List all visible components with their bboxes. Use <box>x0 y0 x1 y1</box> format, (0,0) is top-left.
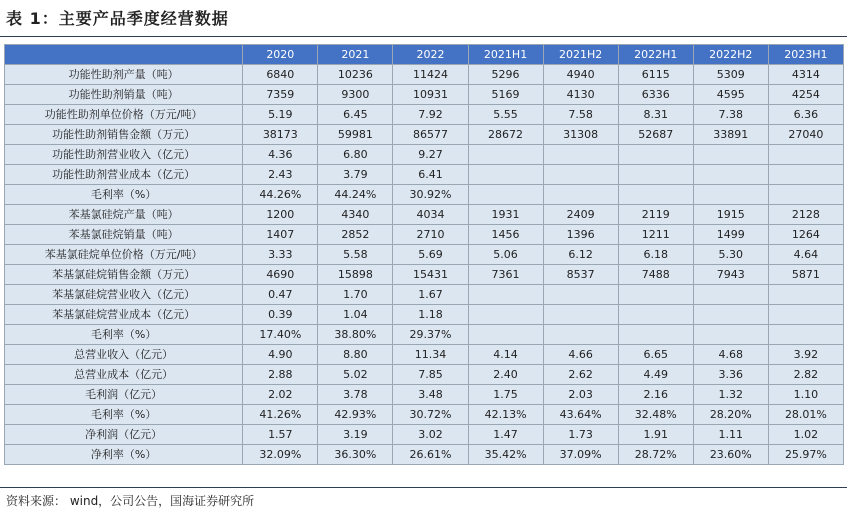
table-cell: 7361 <box>468 265 543 285</box>
table-row <box>5 125 844 145</box>
table-cell <box>693 325 768 345</box>
header-cell-2021h1: 2021H1 <box>468 45 543 65</box>
table-cell: 6.45 <box>318 105 393 125</box>
table-cell: 1.73 <box>543 425 618 445</box>
table-cell: 8537 <box>543 265 618 285</box>
table-cell: 4690 <box>243 265 318 285</box>
table-cell: 41.26% <box>243 405 318 425</box>
table-cell: 4.68 <box>693 345 768 365</box>
table-cell: 2.88 <box>243 365 318 385</box>
table-cell: 5309 <box>693 65 768 85</box>
operating-data-table <box>4 44 844 465</box>
table-cell: 35.42% <box>468 445 543 465</box>
table-cell: 1915 <box>693 205 768 225</box>
footer-divider <box>0 487 847 488</box>
table-cell: 23.60% <box>693 445 768 465</box>
table-cell: 11424 <box>393 65 468 85</box>
table-cell: 1.75 <box>468 385 543 405</box>
table-cell: 1.32 <box>693 385 768 405</box>
table-cell: 25.97% <box>768 445 843 465</box>
table-cell: 33891 <box>693 125 768 145</box>
source-note: 资料来源： wind，公司公告，国海证券研究所 <box>6 494 255 508</box>
header-cell-2023h1: 2023H1 <box>768 45 843 65</box>
table-cell: 4.49 <box>618 365 693 385</box>
table-cell: 1211 <box>618 225 693 245</box>
table-cell: 28672 <box>468 125 543 145</box>
table-cell <box>693 165 768 185</box>
table-cell: 11.34 <box>393 345 468 365</box>
table-cell: 6.12 <box>543 245 618 265</box>
table-cell: 5.58 <box>318 245 393 265</box>
table-cell: 38173 <box>243 125 318 145</box>
table-row <box>5 205 844 225</box>
table-cell: 5.02 <box>318 365 393 385</box>
table-cell: 2710 <box>393 225 468 245</box>
table-row <box>5 445 844 465</box>
table-cell: 4314 <box>768 65 843 85</box>
table-cell <box>618 165 693 185</box>
table-cell: 1456 <box>468 225 543 245</box>
table-cell <box>468 145 543 165</box>
table-cell: 1.57 <box>243 425 318 445</box>
table-cell: 6.18 <box>618 245 693 265</box>
table-cell: 3.19 <box>318 425 393 445</box>
row-label: 苯基氯硅烷营业成本（亿元） <box>5 305 243 325</box>
row-label: 功能性助剂销量（吨） <box>5 85 243 105</box>
table-row <box>5 165 844 185</box>
table-cell <box>468 165 543 185</box>
table-cell: 1499 <box>693 225 768 245</box>
table-cell: 4595 <box>693 85 768 105</box>
row-label: 功能性助剂销售金额（万元） <box>5 125 243 145</box>
table-cell <box>618 305 693 325</box>
row-label: 苯基氯硅烷产量（吨） <box>5 205 243 225</box>
row-label: 功能性助剂营业收入（亿元） <box>5 145 243 165</box>
table-row <box>5 145 844 165</box>
table-cell <box>468 305 543 325</box>
table-cell <box>618 285 693 305</box>
table-cell <box>618 145 693 165</box>
title-divider <box>0 36 847 37</box>
row-label: 功能性助剂单位价格（万元/吨） <box>5 105 243 125</box>
table-cell: 7359 <box>243 85 318 105</box>
table-row <box>5 325 844 345</box>
table-row <box>5 345 844 365</box>
table-cell: 7.38 <box>693 105 768 125</box>
table-row <box>5 225 844 245</box>
row-label: 苯基氯硅烷营业收入（亿元） <box>5 285 243 305</box>
table-cell: 2.62 <box>543 365 618 385</box>
table-cell: 1.11 <box>693 425 768 445</box>
row-label: 总营业收入（亿元） <box>5 345 243 365</box>
row-label: 毛利率（%） <box>5 405 243 425</box>
table-cell: 2409 <box>543 205 618 225</box>
row-label: 毛利率（%） <box>5 325 243 345</box>
table-cell: 28.72% <box>618 445 693 465</box>
table-cell: 4034 <box>393 205 468 225</box>
table-cell: 7488 <box>618 265 693 285</box>
table-cell <box>693 285 768 305</box>
table-cell: 5296 <box>468 65 543 85</box>
table-cell: 30.72% <box>393 405 468 425</box>
table-cell: 42.13% <box>468 405 543 425</box>
table-cell: 1.02 <box>768 425 843 445</box>
table-cell: 2.43 <box>243 165 318 185</box>
table-cell: 6.65 <box>618 345 693 365</box>
table-cell: 5.06 <box>468 245 543 265</box>
table-cell: 4340 <box>318 205 393 225</box>
table-row <box>5 265 844 285</box>
row-label: 功能性助剂产量（吨） <box>5 65 243 85</box>
table-cell: 4940 <box>543 65 618 85</box>
header-cell-2022: 2022 <box>393 45 468 65</box>
table-cell: 59981 <box>318 125 393 145</box>
table-cell: 4.66 <box>543 345 618 365</box>
table-cell: 26.61% <box>393 445 468 465</box>
table-cell: 10236 <box>318 65 393 85</box>
table-row <box>5 245 844 265</box>
table-cell: 27040 <box>768 125 843 145</box>
header-cell-2020: 2020 <box>243 45 318 65</box>
table-cell: 8.31 <box>618 105 693 125</box>
table-cell <box>543 325 618 345</box>
table-cell: 4254 <box>768 85 843 105</box>
table-cell: 4.36 <box>243 145 318 165</box>
table-cell: 1200 <box>243 205 318 225</box>
table-cell: 52687 <box>618 125 693 145</box>
table-cell: 7943 <box>693 265 768 285</box>
table-row <box>5 365 844 385</box>
table-title: 表 1：主要产品季度经营数据 <box>6 9 229 28</box>
table-cell <box>618 185 693 205</box>
table-cell: 3.79 <box>318 165 393 185</box>
table-cell: 1.47 <box>468 425 543 445</box>
table-cell: 6336 <box>618 85 693 105</box>
table-cell: 2.16 <box>618 385 693 405</box>
row-label: 苯基氯硅烷销售金额（万元） <box>5 265 243 285</box>
table-cell: 9.27 <box>393 145 468 165</box>
table-row <box>5 405 844 425</box>
table-cell <box>468 185 543 205</box>
table-cell: 3.02 <box>393 425 468 445</box>
table-row <box>5 105 844 125</box>
table-row <box>5 385 844 405</box>
table-cell: 15898 <box>318 265 393 285</box>
table-cell: 2.82 <box>768 365 843 385</box>
table-cell: 4.64 <box>768 245 843 265</box>
table-cell <box>618 325 693 345</box>
table-cell: 42.93% <box>318 405 393 425</box>
table-cell: 43.64% <box>543 405 618 425</box>
table-cell: 1407 <box>243 225 318 245</box>
table-cell: 7.58 <box>543 105 618 125</box>
table-row <box>5 425 844 445</box>
table-cell: 1.70 <box>318 285 393 305</box>
table-cell: 38.80% <box>318 325 393 345</box>
table-cell <box>693 185 768 205</box>
table-cell: 44.24% <box>318 185 393 205</box>
table-cell <box>543 165 618 185</box>
table-cell: 86577 <box>393 125 468 145</box>
table-cell: 28.20% <box>693 405 768 425</box>
table-header-row <box>5 45 844 65</box>
table-cell: 0.39 <box>243 305 318 325</box>
table-cell: 15431 <box>393 265 468 285</box>
table-cell: 0.47 <box>243 285 318 305</box>
table-cell: 4.90 <box>243 345 318 365</box>
table-cell <box>543 185 618 205</box>
row-label: 总营业成本（亿元） <box>5 365 243 385</box>
table-cell: 2.03 <box>543 385 618 405</box>
table-cell: 5.30 <box>693 245 768 265</box>
table-cell: 1.18 <box>393 305 468 325</box>
table-cell: 1264 <box>768 225 843 245</box>
header-cell-2022h1: 2022H1 <box>618 45 693 65</box>
table-cell: 3.33 <box>243 245 318 265</box>
table-cell <box>468 285 543 305</box>
table-cell: 3.78 <box>318 385 393 405</box>
table-cell: 8.80 <box>318 345 393 365</box>
table-cell: 32.48% <box>618 405 693 425</box>
table-cell: 1.91 <box>618 425 693 445</box>
table-row <box>5 65 844 85</box>
table-cell: 36.30% <box>318 445 393 465</box>
table-cell: 5169 <box>468 85 543 105</box>
table-cell: 5871 <box>768 265 843 285</box>
table-cell: 7.85 <box>393 365 468 385</box>
table-cell: 28.01% <box>768 405 843 425</box>
row-label: 苯基氯硅烷销量（吨） <box>5 225 243 245</box>
row-label: 净利率（%） <box>5 445 243 465</box>
table-cell: 4.14 <box>468 345 543 365</box>
table-cell: 6.80 <box>318 145 393 165</box>
table-cell: 4130 <box>543 85 618 105</box>
table-cell: 29.37% <box>393 325 468 345</box>
table-cell: 1.10 <box>768 385 843 405</box>
table-cell: 2852 <box>318 225 393 245</box>
table-cell <box>693 305 768 325</box>
table-cell: 37.09% <box>543 445 618 465</box>
table-cell: 5.19 <box>243 105 318 125</box>
header-cell-label <box>5 45 243 65</box>
table-cell: 32.09% <box>243 445 318 465</box>
header-cell-2022h2: 2022H2 <box>693 45 768 65</box>
table-cell: 31308 <box>543 125 618 145</box>
table-body <box>5 65 844 465</box>
table-cell: 44.26% <box>243 185 318 205</box>
table-cell <box>768 185 843 205</box>
table-cell: 1.04 <box>318 305 393 325</box>
table-cell <box>543 305 618 325</box>
table-cell <box>543 145 618 165</box>
table-cell <box>768 305 843 325</box>
table-cell: 3.48 <box>393 385 468 405</box>
table-cell: 1.67 <box>393 285 468 305</box>
table-cell <box>768 145 843 165</box>
table-row <box>5 185 844 205</box>
table-cell: 1396 <box>543 225 618 245</box>
row-label: 毛利润（亿元） <box>5 385 243 405</box>
table-cell <box>693 145 768 165</box>
row-label: 功能性助剂营业成本（亿元） <box>5 165 243 185</box>
table-cell <box>768 165 843 185</box>
table-cell: 9300 <box>318 85 393 105</box>
table-cell: 6115 <box>618 65 693 85</box>
table-cell: 17.40% <box>243 325 318 345</box>
table-row <box>5 285 844 305</box>
row-label: 苯基氯硅烷单位价格（万元/吨） <box>5 245 243 265</box>
table-cell: 5.55 <box>468 105 543 125</box>
table-cell <box>768 285 843 305</box>
table-cell <box>768 325 843 345</box>
row-label: 毛利率（%） <box>5 185 243 205</box>
table-cell: 30.92% <box>393 185 468 205</box>
table-cell: 5.69 <box>393 245 468 265</box>
header-cell-2021h2: 2021H2 <box>543 45 618 65</box>
table-cell: 2.40 <box>468 365 543 385</box>
table-cell: 6.36 <box>768 105 843 125</box>
table-cell: 1931 <box>468 205 543 225</box>
table-cell: 2119 <box>618 205 693 225</box>
table-cell: 10931 <box>393 85 468 105</box>
table-cell: 7.92 <box>393 105 468 125</box>
table-cell <box>468 325 543 345</box>
table-cell: 3.36 <box>693 365 768 385</box>
table-cell: 6840 <box>243 65 318 85</box>
table-row <box>5 85 844 105</box>
table-cell: 2128 <box>768 205 843 225</box>
table-cell <box>543 285 618 305</box>
table-row <box>5 305 844 325</box>
header-cell-2021: 2021 <box>318 45 393 65</box>
row-label: 净利润（亿元） <box>5 425 243 445</box>
table-cell: 6.41 <box>393 165 468 185</box>
table-cell: 3.92 <box>768 345 843 365</box>
table-cell: 2.02 <box>243 385 318 405</box>
